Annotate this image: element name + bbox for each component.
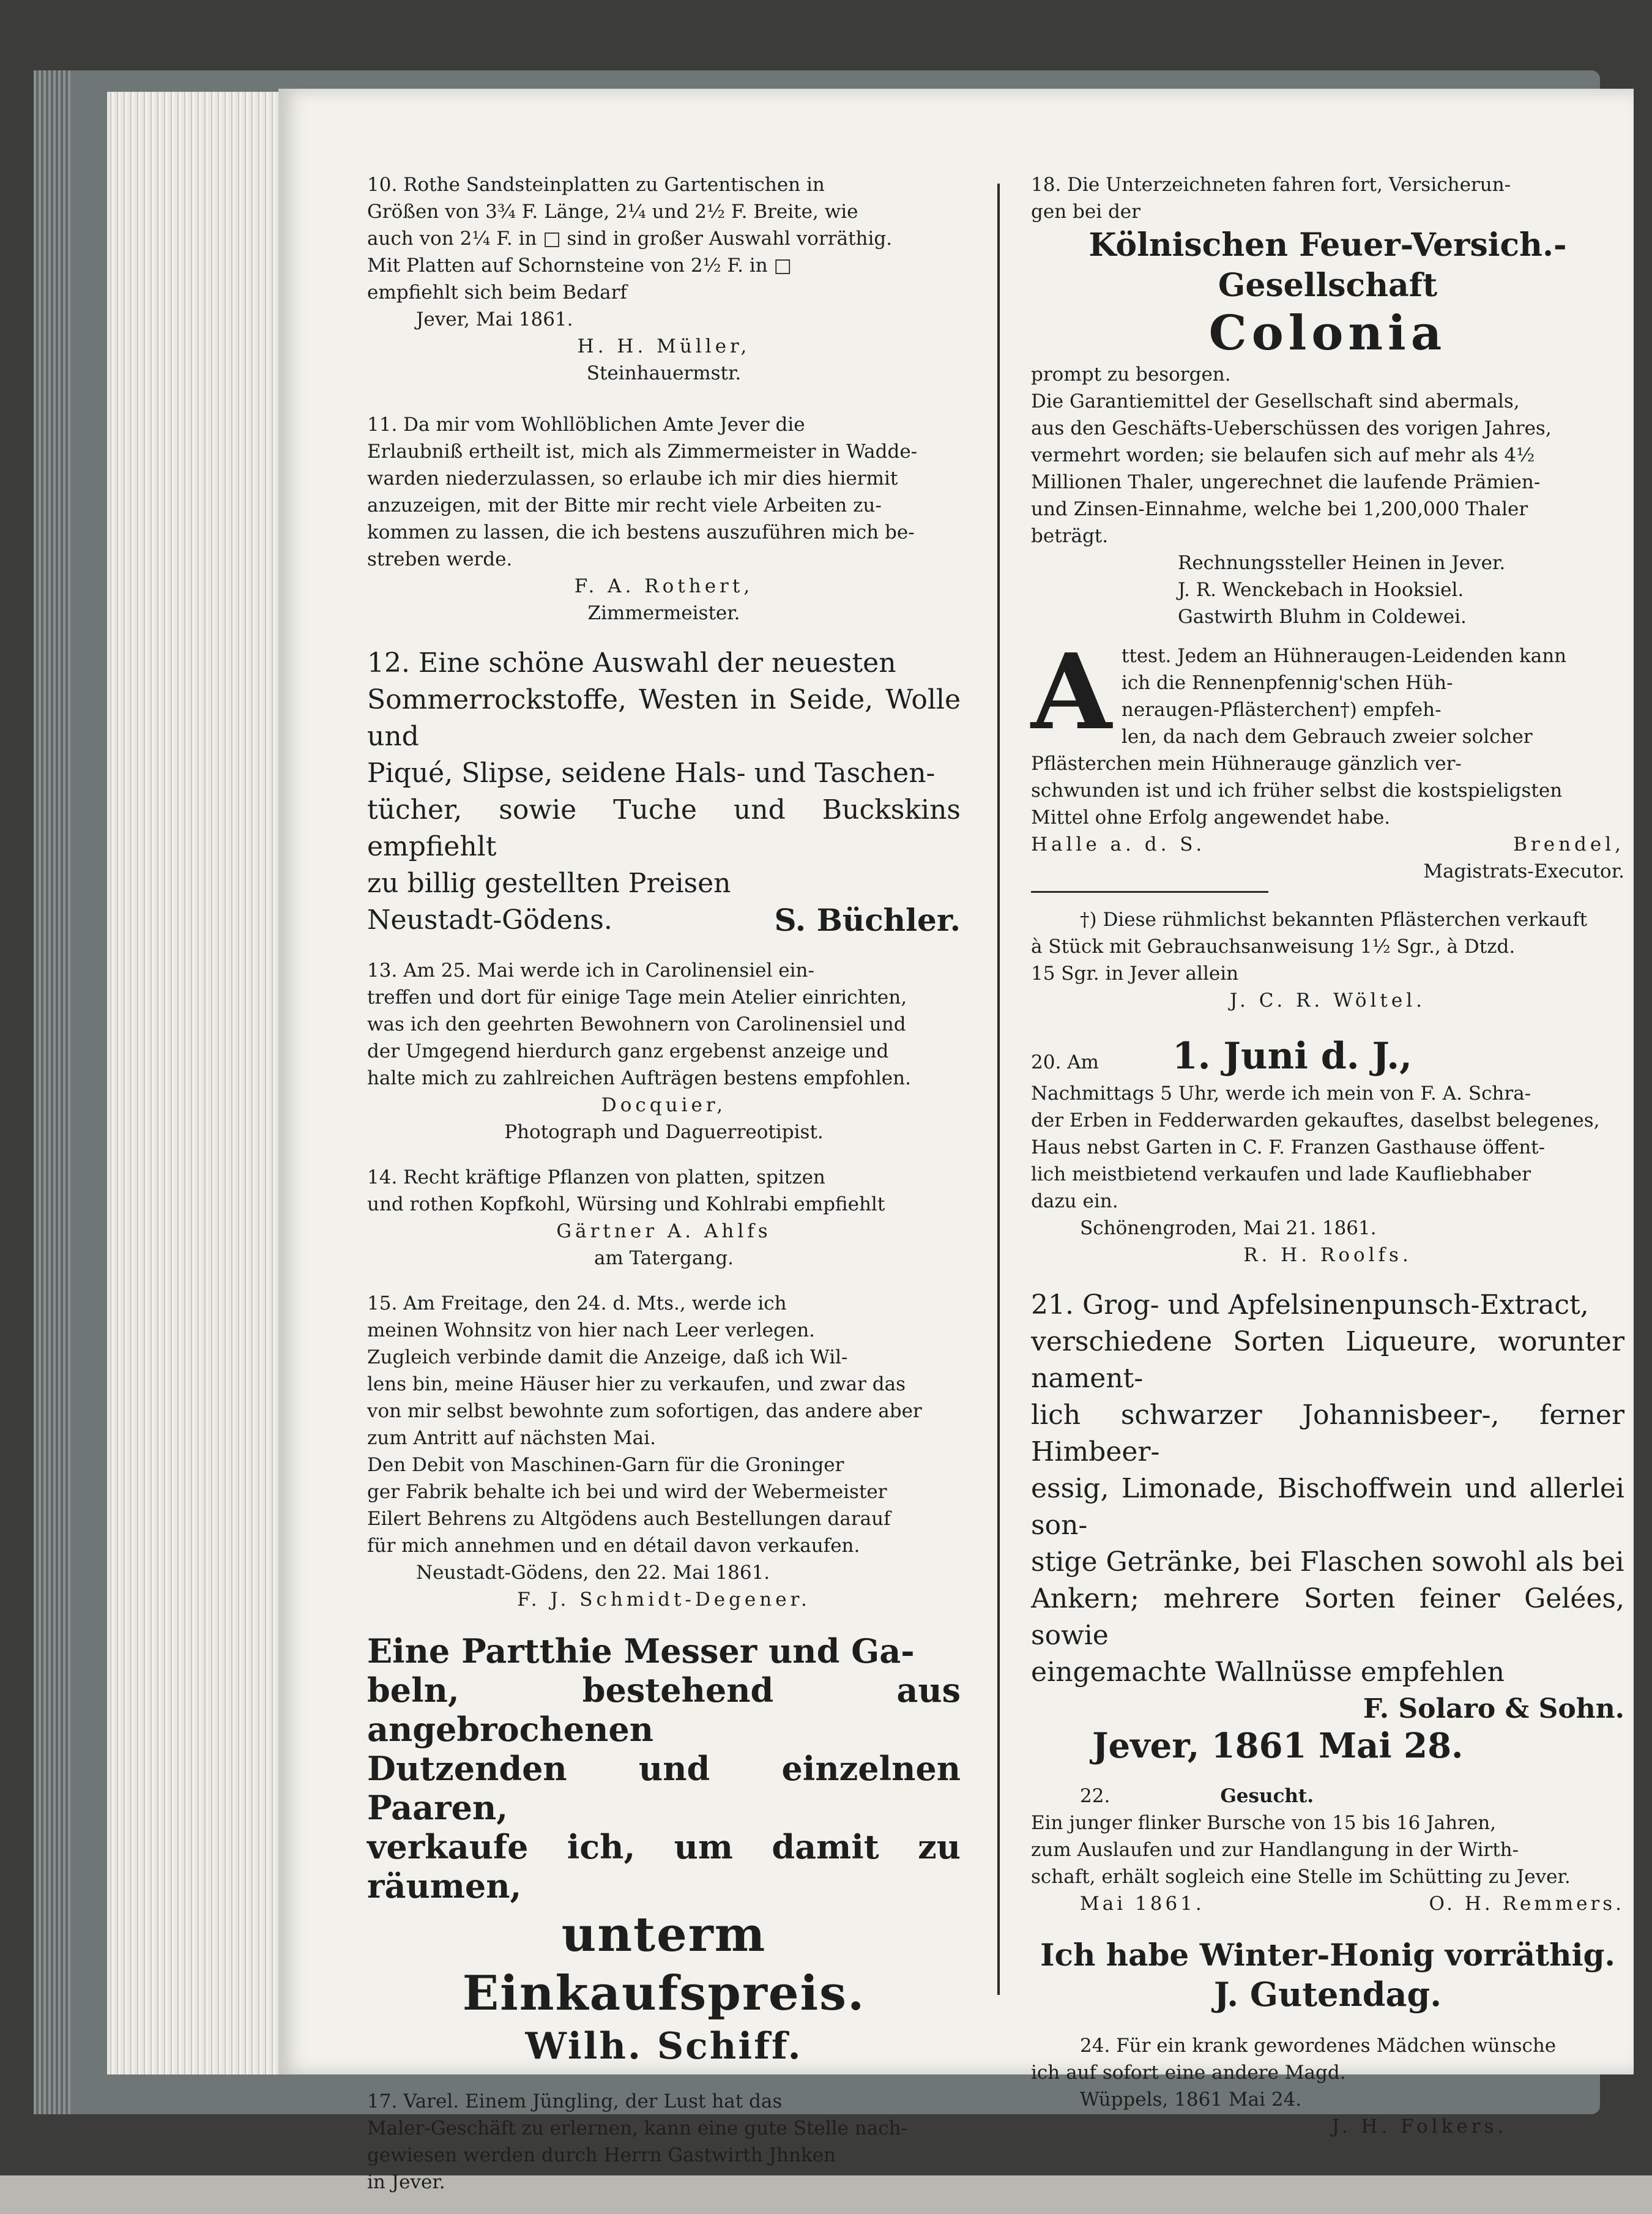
- ad-line: 10. Rothe Sandsteinplatten zu Gartentischen in: [367, 174, 825, 196]
- signature: R. H. Roolfs.: [1243, 1244, 1412, 1266]
- signature: O. H. Remmers.: [1429, 1893, 1624, 1915]
- drop-cap: A: [1031, 631, 1112, 753]
- signature-title: Magistrats-Executor.: [1423, 860, 1624, 882]
- ad-line: Mittel ohne Erfolg angewendet habe.: [1031, 807, 1391, 829]
- ad-line: 24. Für ein krank gewordenes Mädchen wünsche: [1080, 2035, 1557, 2057]
- ad-15: [367, 1290, 961, 1613]
- signature: F. Solaro & Sohn.: [1363, 1693, 1624, 1724]
- signature: Docquier,: [601, 1094, 727, 1116]
- ad-line: Piqué, Slipse, seidene Hals- und Taschen-: [367, 758, 936, 789]
- signature: F. J. Schmidt-Degener.: [517, 1589, 811, 1611]
- ad-line: zu billig gestellten Preisen: [367, 868, 731, 899]
- ad-14: [367, 1164, 961, 1272]
- ad-line: ger Fabrik behalte ich bei und wird der Webermeister: [367, 1481, 887, 1503]
- ad-line: beträgt.: [1031, 525, 1109, 547]
- ad-line: der Erben in Fedderwarden gekauftes, daselbst belegenes,: [1031, 1109, 1600, 1131]
- place-date: Neustadt-Gödens, den 22. Mai 1861.: [416, 1562, 770, 1584]
- ad-line: verkaufe ich, um damit zu räumen,: [367, 1827, 961, 1906]
- place: Halle a. d. S.: [1031, 833, 1206, 855]
- place-date: Wüppels, 1861 Mai 24.: [1080, 2089, 1302, 2111]
- ad-line: lens bin, meine Häuser hier zu verkaufen, und zwar das: [367, 1373, 906, 1395]
- ad-23: [1031, 1936, 1624, 2014]
- ad-line: eingemachte Wallnüsse empfehlen: [1031, 1657, 1505, 1688]
- ad-line: schwunden ist und ich früher selbst die kostspieligsten: [1031, 780, 1563, 802]
- ad-line: Die Garantiemittel der Gesellschaft sind abermals,: [1031, 390, 1520, 412]
- ad-line: warden niederzulassen, so erlaube ich mir dies hiermit: [367, 468, 898, 490]
- ad-headline: Ich habe Winter-Honig vorräthig.: [1040, 1937, 1615, 1973]
- footnote-rule: [1031, 891, 1268, 893]
- ad-line: vermehrt worden; sie belaufen sich auf mehr als 4½: [1031, 444, 1535, 466]
- event-date: 1. Juni d. J.,: [1172, 1035, 1413, 1078]
- ad-21: [1031, 1287, 1624, 1764]
- company-name: Kölnischen Feuer-Versich.-Gesellschaft: [1088, 226, 1567, 304]
- ad-line: 15. Am Freitage, den 24. d. Mts., werde ich: [367, 1292, 787, 1314]
- ad-line: Größen von 3¾ F. Länge, 2¼ und 2½ F. Breite, wie: [367, 201, 858, 223]
- ad-line: 11. Da mir vom Wohllöblichen Amte Jever die: [367, 414, 805, 436]
- ad-line: zum Antritt auf nächsten Mai.: [367, 1427, 656, 1449]
- signature: Gärtner A. Ahlfs: [556, 1220, 772, 1242]
- agent: Rechnungssteller Heinen in Jever.: [1178, 552, 1506, 574]
- book-spine-edge: [34, 70, 70, 2114]
- ad-line: 18. Die Unterzeichneten fahren fort, Versicherun-: [1031, 174, 1511, 196]
- signature-title: Zimmermeister.: [587, 602, 740, 624]
- ad-line: len, da nach dem Gebrauch zweier solcher: [1121, 726, 1533, 748]
- ad-line: Maler-Geschäft zu erlernen, kann eine gute Stelle nach-: [367, 2117, 908, 2139]
- place-date: Schönengroden, Mai 21. 1861.: [1080, 1217, 1377, 1239]
- ad-line: Zugleich verbinde damit die Anzeige, daß ich Wil-: [367, 1346, 848, 1368]
- ad-line: prompt zu besorgen.: [1031, 363, 1231, 386]
- ad-line: Haus nebst Garten in C. F. Franzen Gasthause öffent-: [1031, 1136, 1546, 1158]
- signature-place: am Tatergang.: [593, 1247, 734, 1269]
- ad-24: [1031, 2032, 1624, 2140]
- ad-line: 14. Recht kräftige Pflanzen von platten, spitzen: [367, 1166, 825, 1188]
- ad-lead: 20. Am: [1031, 1051, 1099, 1073]
- ad-12: [367, 645, 961, 939]
- ad-line: ich auf sofort eine andere Magd.: [1031, 2062, 1346, 2084]
- footnote-line: 15 Sgr. in Jever allein: [1031, 963, 1239, 985]
- ad-line: kommen zu lassen, die ich bestens auszuführen mich be-: [367, 521, 915, 543]
- place: Neustadt-Gödens.: [367, 904, 612, 936]
- ad-line: lich schwarzer Johannisbeer-, ferner Himbeer-: [1031, 1400, 1624, 1467]
- ad-line: dazu ein.: [1031, 1190, 1118, 1212]
- ad-line: zum Auslaufen und zur Handlangung in der Wirth-: [1031, 1839, 1519, 1861]
- ad-line: aus den Geschäfts-Ueberschüssen des vorigen Jahres,: [1031, 417, 1552, 439]
- ad-line: beln, bestehend aus angebrochenen: [367, 1671, 961, 1749]
- ad-line: Den Debit von Maschinen-Garn für die Groninger: [367, 1454, 844, 1476]
- agent: Gastwirth Bluhm in Coldewei.: [1178, 606, 1467, 628]
- place-date: Jever, 1861 Mai 28.: [1092, 1726, 1464, 1766]
- ad-line: verschiedene Sorten Liqueure, worunter nament-: [1031, 1326, 1624, 1394]
- signature: H. H. Müller,: [577, 335, 751, 357]
- ad-line: ttest. Jedem an Hühneraugen-Leidenden kann: [1121, 645, 1567, 667]
- ad-line: streben werde.: [367, 548, 513, 570]
- ad-number: 22.: [1080, 1785, 1111, 1807]
- ad-line: anzuzeigen, mit der Bitte mir recht viele Arbeiten zu-: [367, 494, 882, 516]
- ad-line: Mit Platten auf Schornsteine von 2½ F. in □: [367, 255, 792, 277]
- ad-line: essig, Limonade, Bischoffwein und allerlei son-: [1031, 1473, 1624, 1541]
- ad-line: 17. Varel. Einem Jüngling, der Lust hat das: [367, 2090, 783, 2112]
- ad-line: Ankern; mehrere Sorten feiner Gelées, sowie: [1031, 1583, 1624, 1651]
- ad-line: von mir selbst bewohnte zum sofortigen, das andere aber: [367, 1400, 922, 1422]
- ad-line: lich meistbietend verkaufen und lade Kaufliebhaber: [1031, 1163, 1531, 1185]
- place-date: Jever, Mai 1861.: [416, 308, 573, 330]
- ad-line: der Umgegend hierdurch ganz ergebenst anzeige und: [367, 1040, 889, 1062]
- ad-line: Nachmittags 5 Uhr, werde ich mein von F. A. Schra-: [1031, 1083, 1531, 1105]
- ad-line: Eine Partthie Messer und Ga-: [367, 1631, 915, 1671]
- ad-line: was ich den geehrten Bewohnern von Carolinensiel und: [367, 1013, 906, 1035]
- ad-line: stige Getränke, bei Flaschen sowohl als bei: [1031, 1546, 1624, 1578]
- ad-20: [1031, 1032, 1624, 1269]
- ad-10: [367, 171, 961, 387]
- footnote-line: †) Diese rühmlichst bekannten Pflästerchen verkauft: [1080, 909, 1588, 931]
- ad-16: [367, 1631, 961, 2070]
- signature-title: Photograph und Daguerreotipist.: [504, 1121, 824, 1143]
- ad-line: meinen Wohnsitz von hier nach Leer verlegen.: [367, 1319, 816, 1341]
- signature: Wilh. Schiff.: [525, 2025, 803, 2068]
- signature-title: Steinhauermstr.: [586, 362, 742, 384]
- ad-line: gewiesen werden durch Herrn Gastwirth Jhnken: [367, 2144, 836, 2166]
- ad-line: schaft, erhält sogleich eine Stelle im Schütting zu Jever.: [1031, 1866, 1571, 1888]
- ad-13: [367, 957, 961, 1146]
- ad-headline: unterm Einkaufspreis.: [462, 1907, 866, 2021]
- ad-line: empfiehlt sich beim Bedarf: [367, 281, 627, 304]
- ad-line: Dutzenden und einzelnen Paaren,: [367, 1749, 961, 1827]
- ad-line: auch von 2¼ F. in □ sind in großer Auswahl vorräthig.: [367, 228, 893, 250]
- ad-19: [1031, 631, 1624, 1014]
- seller: J. C. R. Wöltel.: [1229, 990, 1426, 1012]
- ad-18: [1031, 171, 1624, 630]
- ad-line: Sommerrockstoffe, Westen in Seide, Wolle und: [367, 684, 961, 752]
- ad-line: treffen und dort für einige Tage mein Atelier einrichten,: [367, 986, 907, 1008]
- ad-line: 13. Am 25. Mai werde ich in Carolinensiel ein-: [367, 960, 814, 982]
- ad-22: [1031, 1783, 1624, 1917]
- signature: J. Gutendag.: [1213, 1975, 1442, 2014]
- ad-line: und Zinsen-Einnahme, welche bei 1,200,000 Thaler: [1031, 498, 1528, 520]
- ad-line: Erlaubniß ertheilt ist, mich als Zimmermeister in Wadde-: [367, 441, 918, 463]
- ad-line: Pflästerchen mein Hühnerauge gänzlich ver-: [1031, 753, 1462, 775]
- column-divider: [997, 184, 1000, 1995]
- ad-11: [367, 411, 961, 627]
- ad-line: in Jever.: [367, 2171, 445, 2193]
- ad-line: Ein junger flinker Bursche von 15 bis 16 Jahren,: [1031, 1812, 1497, 1834]
- ad-line: halte mich zu zahlreichen Aufträgen bestens empfohlen.: [367, 1067, 911, 1089]
- ad-line: neraugen-Pflästerchen†) empfeh-: [1121, 699, 1442, 721]
- signature: S. Büchler.: [774, 902, 961, 938]
- ad-line: Eilert Behrens zu Altgödens auch Bestellungen darauf: [367, 1508, 891, 1530]
- page-stack-edge: [107, 92, 291, 2074]
- signature: J. H. Folkers.: [1331, 2115, 1508, 2138]
- right-column: [1031, 171, 1624, 2158]
- ad-line: 21. Grog- und Apfelsinenpunsch-Extract,: [1031, 1289, 1589, 1321]
- ad-line: tücher, sowie Tuche und Buckskins empfiehlt: [367, 794, 961, 862]
- signature: Brendel,: [1513, 833, 1624, 855]
- date: Mai 1861.: [1080, 1893, 1205, 1915]
- ad-line: 12. Eine schöne Auswahl der neuesten: [367, 647, 896, 679]
- ad-line: gen bei der: [1031, 201, 1140, 223]
- ad-line: und rothen Kopfkohl, Würsing und Kohlrabi empfiehlt: [367, 1193, 885, 1215]
- ad-heading: Gesucht.: [1220, 1785, 1314, 1807]
- brand-name: Colonia: [1208, 305, 1447, 361]
- ad-line: Millionen Thaler, ungerechnet die laufende Prämien-: [1031, 471, 1541, 493]
- ad-line: ich die Rennenpfennig'schen Hüh-: [1121, 672, 1453, 694]
- ad-line: für mich annehmen und en détail davon verkaufen.: [367, 1535, 860, 1557]
- left-column: [367, 171, 961, 2214]
- footnote-line: à Stück mit Gebrauchsanweisung 1½ Sgr., à Dtzd.: [1031, 936, 1516, 958]
- signature: F. A. Rothert,: [574, 575, 754, 597]
- ad-17: [367, 2088, 961, 2196]
- agent: J. R. Wenckebach in Hooksiel.: [1178, 579, 1464, 601]
